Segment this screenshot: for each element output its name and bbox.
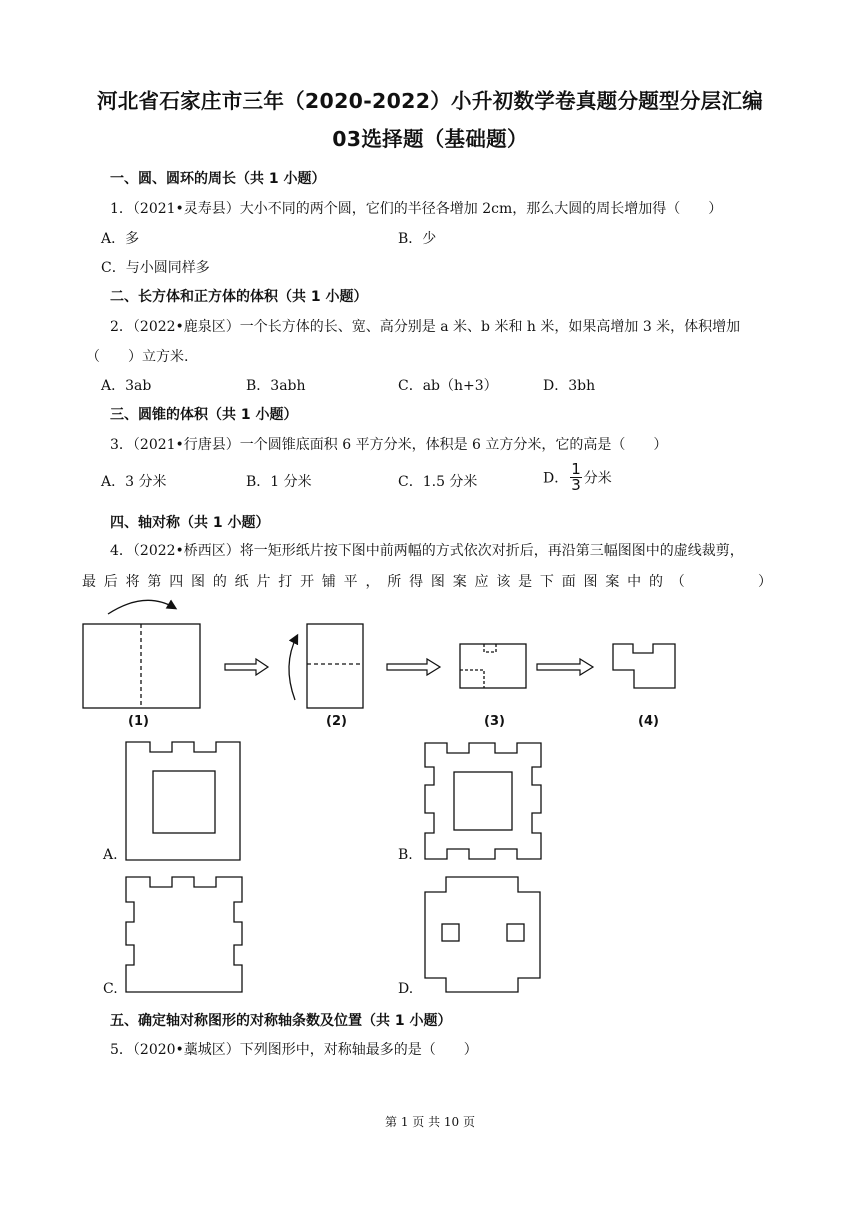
choice-c-figure (126, 877, 242, 992)
section-heading-1: 一、圆、圆环的周长（共 1 小题） (110, 171, 326, 187)
q4-option-c: C. (103, 981, 118, 997)
figure-label-2: (2) (326, 714, 347, 729)
q4-option-b: B. (398, 847, 413, 863)
figure-label-3: (3) (484, 714, 505, 729)
section-heading-4: 四、轴对称（共 1 小题） (110, 515, 270, 531)
fraction-denominator: 3 (571, 476, 581, 494)
fraction-unit: 分米 (583, 470, 612, 487)
choice-a-figure (126, 742, 240, 860)
q2-option-b: B．3abh (246, 378, 306, 394)
q1-option-c: C．与小圆同样多 (101, 260, 210, 276)
q3-option-d-label: D． (543, 470, 569, 487)
page-footer: 第 1 页 共 10 页 (385, 1115, 475, 1129)
question-4-line1: 4．（2022•桥西区）将一矩形纸片按下图中前两幅的方式依次对折后，再沿第三幅图图中的虚线裁剪， (110, 543, 744, 559)
q3-option-b: B．1 分米 (246, 474, 312, 490)
q1-option-a: A．多 (101, 231, 140, 247)
choice-b-figure (425, 743, 541, 859)
question-1: 1．（2021•灵寿县）大小不同的两个圆，它们的半径各增加 2cm，那么大圆的周长增加得（ ） (110, 201, 723, 217)
figure-label-1: (1) (128, 714, 149, 729)
q4-option-d: D. (398, 981, 414, 997)
q3-option-a: A．3 分米 (101, 474, 167, 490)
question-4-line2: 最后将第四图的纸片打开铺平，所得图案应该是下面图案中的（ ） (82, 574, 772, 590)
q1-option-b: B．少 (398, 231, 437, 247)
section-heading-2: 二、长方体和正方体的体积（共 1 小题） (110, 289, 368, 305)
choice-d-figure (425, 877, 540, 992)
q2-option-a: A．3ab (101, 378, 152, 394)
q2-option-d: D．3bh (543, 378, 596, 394)
q2-option-c: C．ab（h+3） (398, 378, 498, 394)
fraction-numerator: 1 (571, 460, 581, 478)
question-2-line1: 2．（2022•鹿泉区）一个长方体的长、宽、高分别是 a 米、b 米和 h 米，如果高增加 3 米，体积增加 (110, 319, 741, 335)
question-2-line2: （ ）立方米. (86, 349, 189, 365)
figure-label-4: (4) (638, 714, 659, 729)
q4-option-a: A. (103, 847, 118, 863)
q3-option-c: C．1.5 分米 (398, 474, 478, 490)
section-heading-3: 三、圆锥的体积（共 1 小题） (110, 407, 298, 423)
section-heading-5: 五、确定轴对称图形的对称轴条数及位置（共 1 小题） (110, 1013, 452, 1029)
document-title-line1: 河北省石家庄市三年（2020-2022）小升初数学卷真题分题型分层汇编 (96, 89, 764, 113)
question-5: 5．（2020•藁城区）下列图形中，对称轴最多的是（ ） (110, 1042, 478, 1058)
document-title-line2: 03选择题（基础题） (332, 127, 528, 151)
question-3: 3．（2021•行唐县）一个圆锥底面积 6 平方分米，体积是 6 立方分米，它的高是（ ） (110, 437, 668, 453)
